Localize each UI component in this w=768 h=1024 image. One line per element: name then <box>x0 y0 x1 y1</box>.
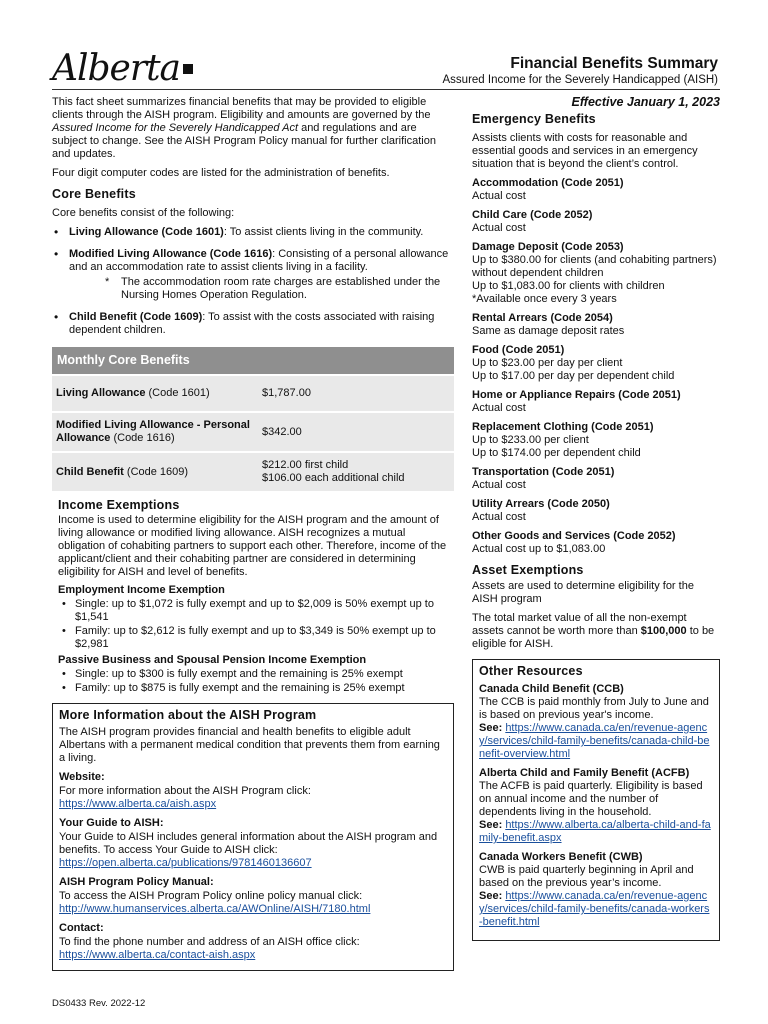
emergency-item-line: Actual cost up to $1,083.00 <box>472 543 606 555</box>
resource-text: CWB is paid quarterly beginning in April and based on the previous year’s income. <box>479 864 694 889</box>
list-item <box>479 851 713 929</box>
emergency-item-line: Actual cost <box>472 190 526 202</box>
emergency-item-line: Up to $23.00 per day per client <box>472 357 623 369</box>
website-text: For more information about the AISH Program click: https://www.alberta.ca/aish.aspx <box>59 785 311 810</box>
emergency-item-title: Utility Arrears (Code 2050) <box>472 498 610 510</box>
emergency-item-title: Transportation (Code 2051) <box>472 466 615 478</box>
table-cell-value: $212.00 first child $106.00 each additional child <box>258 452 454 491</box>
emergency-item-line: Up to $174.00 per dependent child <box>472 447 641 459</box>
resource-see <box>479 890 713 929</box>
intro-paragraph: This fact sheet summarizes financial benefits that may be provided to eligible clients through the AISH program. Eligibility and amounts are governed by the Assured Income for the Severely Handicapped Act and regulations and are subject to change. See the AISH Program Policy manual for further clarification and updates. <box>52 96 436 160</box>
resource-see <box>479 819 713 845</box>
emergency-item-line: Actual cost <box>472 511 526 523</box>
emergency-item-line: Same as damage deposit rates <box>472 325 625 337</box>
emergency-benefits-intro: Assists clients with costs for reasonable and essential goods and services in an emergency situation that is beyond the client’s control. <box>472 132 698 170</box>
other-resources-heading: Other Resources <box>479 664 583 678</box>
list-item: • Family: up to $875 is fully exempt and the remaining is 25% exempt <box>58 682 454 695</box>
emergency-item-line: Actual cost <box>472 402 526 414</box>
passive-income-list <box>58 668 454 695</box>
sub-list-item: * The accommodation room rate charges are established under the Nursing Homes Operation Regulation. <box>69 276 454 302</box>
see-label: See: <box>479 722 503 734</box>
list-item <box>472 498 720 524</box>
list-item <box>472 530 720 556</box>
resource-see <box>479 722 713 761</box>
policy-manual-link[interactable]: http://www.humanservices.alberta.ca/AWOnline/AISH/7180.html <box>59 903 371 915</box>
emergency-item-title: Child Care (Code 2052) <box>472 209 593 221</box>
page-title: Financial Benefits Summary <box>510 55 718 72</box>
emergency-item-line: Up to $380.00 for clients (and cohabiting partners) without dependent children <box>472 254 717 279</box>
list-item: • Single: up to $300 is fully exempt and the remaining is 25% exempt <box>58 668 454 681</box>
table-cell-label: Modified Living Allowance - Personal Allowance (Code 1616) <box>52 412 258 452</box>
table-row <box>52 375 454 412</box>
list-item <box>472 421 720 460</box>
other-resources-list <box>479 683 713 929</box>
table-cell-value: $1,787.00 <box>258 375 454 412</box>
resource-link[interactable]: https://www.canada.ca/en/revenue-agency/services/child-family-benefits/canada-workers-benefit.html <box>479 890 710 928</box>
more-info-intro: The AISH program provides financial and health benefits to eligible adult Albertans with a permanent medical condition that prevents them from earning a living. <box>59 726 440 764</box>
emergency-item-line: Up to $17.00 per day per dependent child <box>472 370 675 382</box>
resource-link[interactable]: https://www.alberta.ca/alberta-child-and-family-benefit.aspx <box>479 819 711 844</box>
list-item: • Child Benefit (Code 1609): To assist with the costs associated with raising dependent children. <box>52 311 454 337</box>
asset-limit-text: The total market value of all the non-exempt assets cannot be worth more than $100,000 to be eligible for AISH. <box>472 612 715 650</box>
page-subtitle: Assured Income for the Severely Handicapped (AISH) <box>442 74 718 86</box>
core-benefits-heading: Core Benefits <box>52 187 136 201</box>
monthly-core-benefits-table <box>52 347 454 491</box>
emergency-benefits-heading: Emergency Benefits <box>472 112 596 126</box>
resource-title: Canada Workers Benefit (CWB) <box>479 851 643 863</box>
list-item: • Modified Living Allowance (Code 1616): Consisting of a personal allowance and an accommodation rate to assist clients living in a facility. * The accommodation room rate charges are established under the Nursing Homes Operation Regulation. <box>52 248 454 302</box>
emergency-item-title: Accommodation (Code 2051) <box>472 177 624 189</box>
emergency-item-line: *Available once every 3 years <box>472 293 617 305</box>
table-row <box>52 412 454 452</box>
policy-manual-heading: AISH Program Policy Manual: <box>59 876 214 888</box>
emergency-item-title: Food (Code 2051) <box>472 344 565 356</box>
emergency-benefits-list <box>472 177 720 556</box>
income-exemptions-text: Income is used to determine eligibility for the AISH program and the amount of living allowance or modified living allowance. AISH recognizes a mutual obligation of cohabiting partners to support each other. Therefore, income of the applicant/client and their cohabiting partner are considered in determining eligibility for AISH and level of benefits. <box>58 514 447 578</box>
emergency-item-line: Up to $1,083.00 for clients with children <box>472 280 665 292</box>
website-heading: Website: <box>59 771 105 783</box>
resource-text: The CCB is paid monthly from July to June and is based on previous year's income. <box>479 696 709 721</box>
list-item <box>472 344 720 383</box>
emergency-item-title: Other Goods and Services (Code 2052) <box>472 530 676 542</box>
core-benefits-list <box>52 226 454 337</box>
list-item: • Single: up to $1,072 is fully exempt and up to $2,009 is 50% exempt up to $1,541 <box>58 598 454 624</box>
table-row <box>52 452 454 491</box>
emergency-item-line: Up to $233.00 per client <box>472 434 589 446</box>
table-header: Monthly Core Benefits <box>52 347 454 375</box>
resource-title: Alberta Child and Family Benefit (ACFB) <box>479 767 690 779</box>
alberta-logo: Alberta <box>52 48 193 89</box>
list-item <box>472 466 720 492</box>
list-item <box>472 177 720 203</box>
emergency-item-title: Damage Deposit (Code 2053) <box>472 241 624 253</box>
contact-text: To find the phone number and address of an AISH office click: https://www.alberta.ca/contact-aish.aspx <box>59 936 360 961</box>
resource-text: The ACFB is paid quarterly. Eligibility is based on annual income and the number of dependents living in the household. <box>479 780 703 818</box>
resource-title: Canada Child Benefit (CCB) <box>479 683 624 695</box>
list-item <box>479 683 713 761</box>
contact-link[interactable]: https://www.alberta.ca/contact-aish.aspx <box>59 949 256 961</box>
list-item <box>472 241 720 306</box>
other-resources-box <box>472 659 720 941</box>
passive-income-heading: Passive Business and Spousal Pension Income Exemption <box>58 654 367 666</box>
effective-date: Effective January 1, 2023 <box>571 95 720 109</box>
more-info-box <box>52 703 454 971</box>
emergency-item-line: Actual cost <box>472 222 526 234</box>
list-item: • Living Allowance (Code 1601): To assist clients living in the community. <box>52 226 454 239</box>
list-item <box>472 312 720 338</box>
emergency-item-title: Rental Arrears (Code 2054) <box>472 312 613 324</box>
document-code: DS0433 Rev. 2022-12 <box>52 998 146 1009</box>
resource-link[interactable]: https://www.canada.ca/en/revenue-agency/services/child-family-benefits/canada-child-benefit-overview.html <box>479 722 710 760</box>
guide-text: Your Guide to AISH includes general information about the AISH program and benefits. To access Your Guide to AISH click: https://open.alberta.ca/publications/9781460136607 <box>59 831 438 869</box>
table-cell-label: Child Benefit (Code 1609) <box>52 452 258 491</box>
aish-website-link[interactable]: https://www.alberta.ca/aish.aspx <box>59 798 217 810</box>
emergency-item-title: Home or Appliance Repairs (Code 2051) <box>472 389 681 401</box>
employment-income-list <box>58 598 454 651</box>
income-exemptions-heading: Income Exemptions <box>58 498 180 512</box>
see-label: See: <box>479 890 503 902</box>
emergency-item-title: Replacement Clothing (Code 2051) <box>472 421 654 433</box>
list-item <box>472 209 720 235</box>
list-item <box>472 389 720 415</box>
asset-exemptions-heading: Asset Exemptions <box>472 563 584 577</box>
header-divider <box>52 89 720 90</box>
guide-heading: Your Guide to AISH: <box>59 817 164 829</box>
guide-link[interactable]: https://open.alberta.ca/publications/9781460136607 <box>59 857 312 869</box>
core-benefits-lead: Core benefits consist of the following: <box>52 207 235 219</box>
policy-manual-text: To access the AISH Program Policy online policy manual click: http://www.humanservices.alberta.ca/AWOnline/AISH/7180.html <box>59 890 371 915</box>
more-info-heading: More Information about the AISH Program <box>59 708 317 722</box>
see-label: See: <box>479 819 503 831</box>
asset-exemptions-text: Assets are used to determine eligibility for the AISH program <box>472 580 694 605</box>
alberta-logo-mark <box>183 64 193 74</box>
intro-codes-note: Four digit computer codes are listed for the administration of benefits. <box>52 167 390 179</box>
table-cell-label: Living Allowance (Code 1601) <box>52 375 258 412</box>
emergency-item-line: Actual cost <box>472 479 526 491</box>
contact-heading: Contact: <box>59 922 104 934</box>
employment-income-heading: Employment Income Exemption <box>58 584 225 596</box>
list-item: • Family: up to $2,612 is fully exempt and up to $3,349 is 50% exempt up to $2,981 <box>58 625 454 651</box>
left-column <box>52 96 454 971</box>
list-item <box>479 767 713 845</box>
right-column <box>472 96 720 941</box>
table-cell-value: $342.00 <box>258 412 454 452</box>
